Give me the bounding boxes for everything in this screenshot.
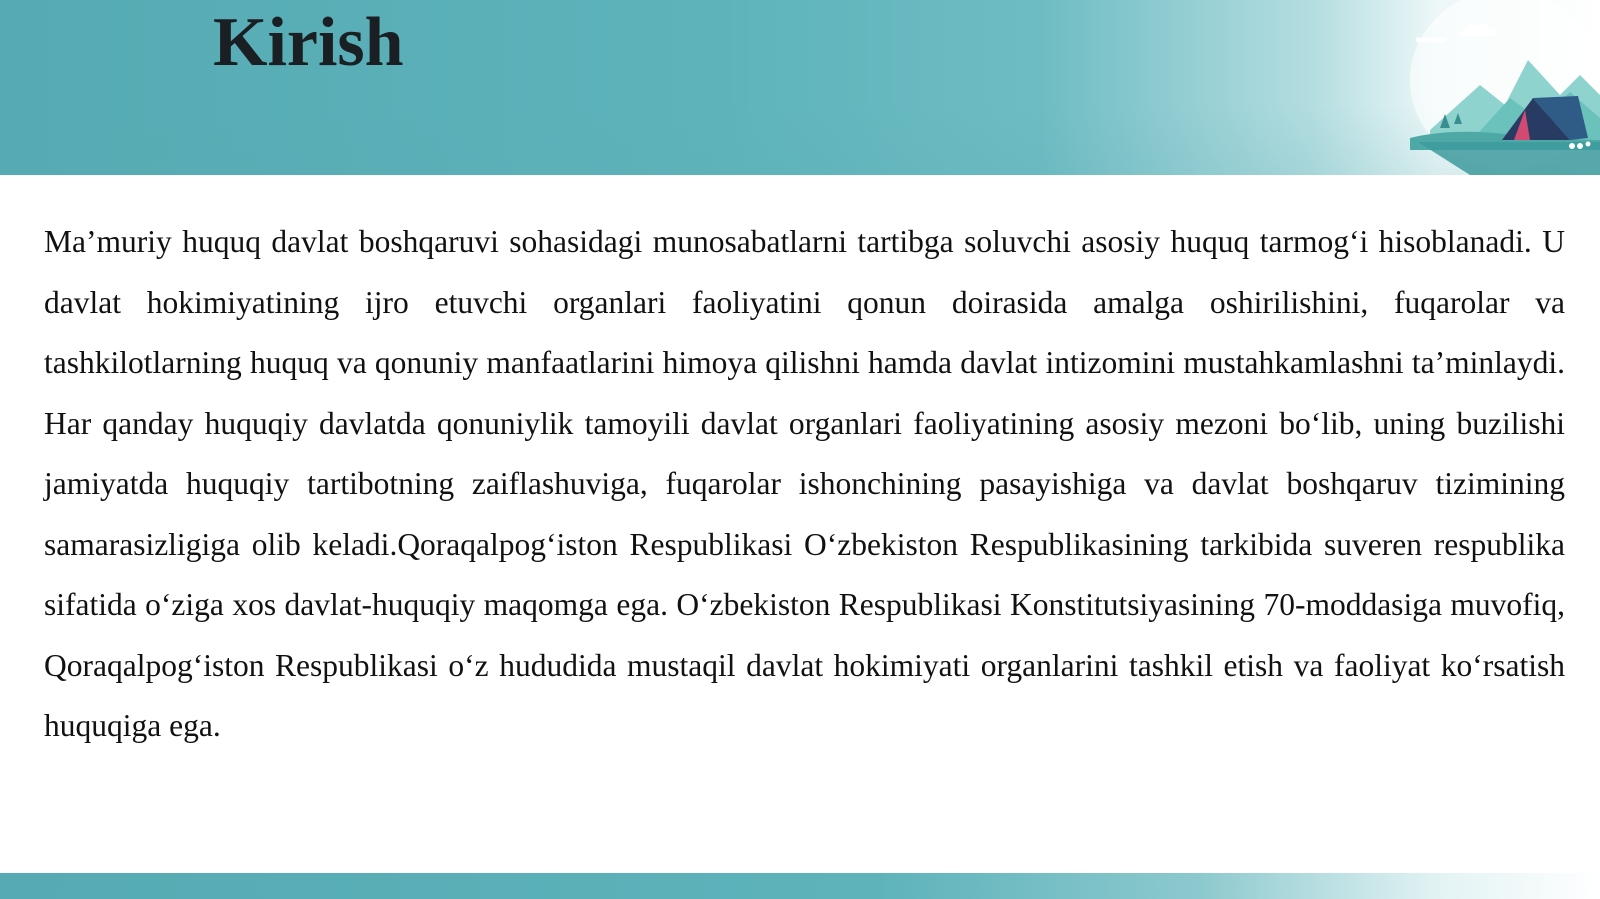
body-paragraph: Ma’muriy huquq davlat boshqaruvi sohasidagi munosabatlarni tartibga soluvchi asosiy huquq tarmog‘i hisoblanadi. U davlat hokimiyatining ijro etuvchi organlari faoliyatini qonun doirasida amalga oshirilishini, fuqarolar va tashkilotlarning huquq va qonuniy manfaatlarini himoya qilishni hamda davlat intizomini mustahkamlashni ta’minlaydi. Har qanday huquqiy davlatda qonuniylik tamoyili davlat organlari faoliyatining asosiy mezoni bo‘lib, uning buzilishi jamiyatda huquqiy tartibotning zaiflashuviga, fuqarolar ishonchining pasayishiga va davlat boshqaruv tizimining samarasizligiga olib keladi.Qoraqalpog‘iston Respublikasi O‘zbekiston Respublikasining tarkibida suveren respublika sifatida o‘ziga xos davlat-huquqiy maqomga ega. O‘zbekiston Respublikasi Konstitutsiyasining 70-moddasiga muvofiq, Qoraqalpog‘iston Respublikasi o‘z hududida mustaqil davlat hokimiyati organlarini tashkil etish va faoliyat ko‘rsatish huquqiga ega. xyxy=(44,224,1565,743)
footer-band xyxy=(0,873,1600,899)
page-title: Kirish xyxy=(213,4,404,81)
tent-mountains-icon xyxy=(1410,0,1600,175)
